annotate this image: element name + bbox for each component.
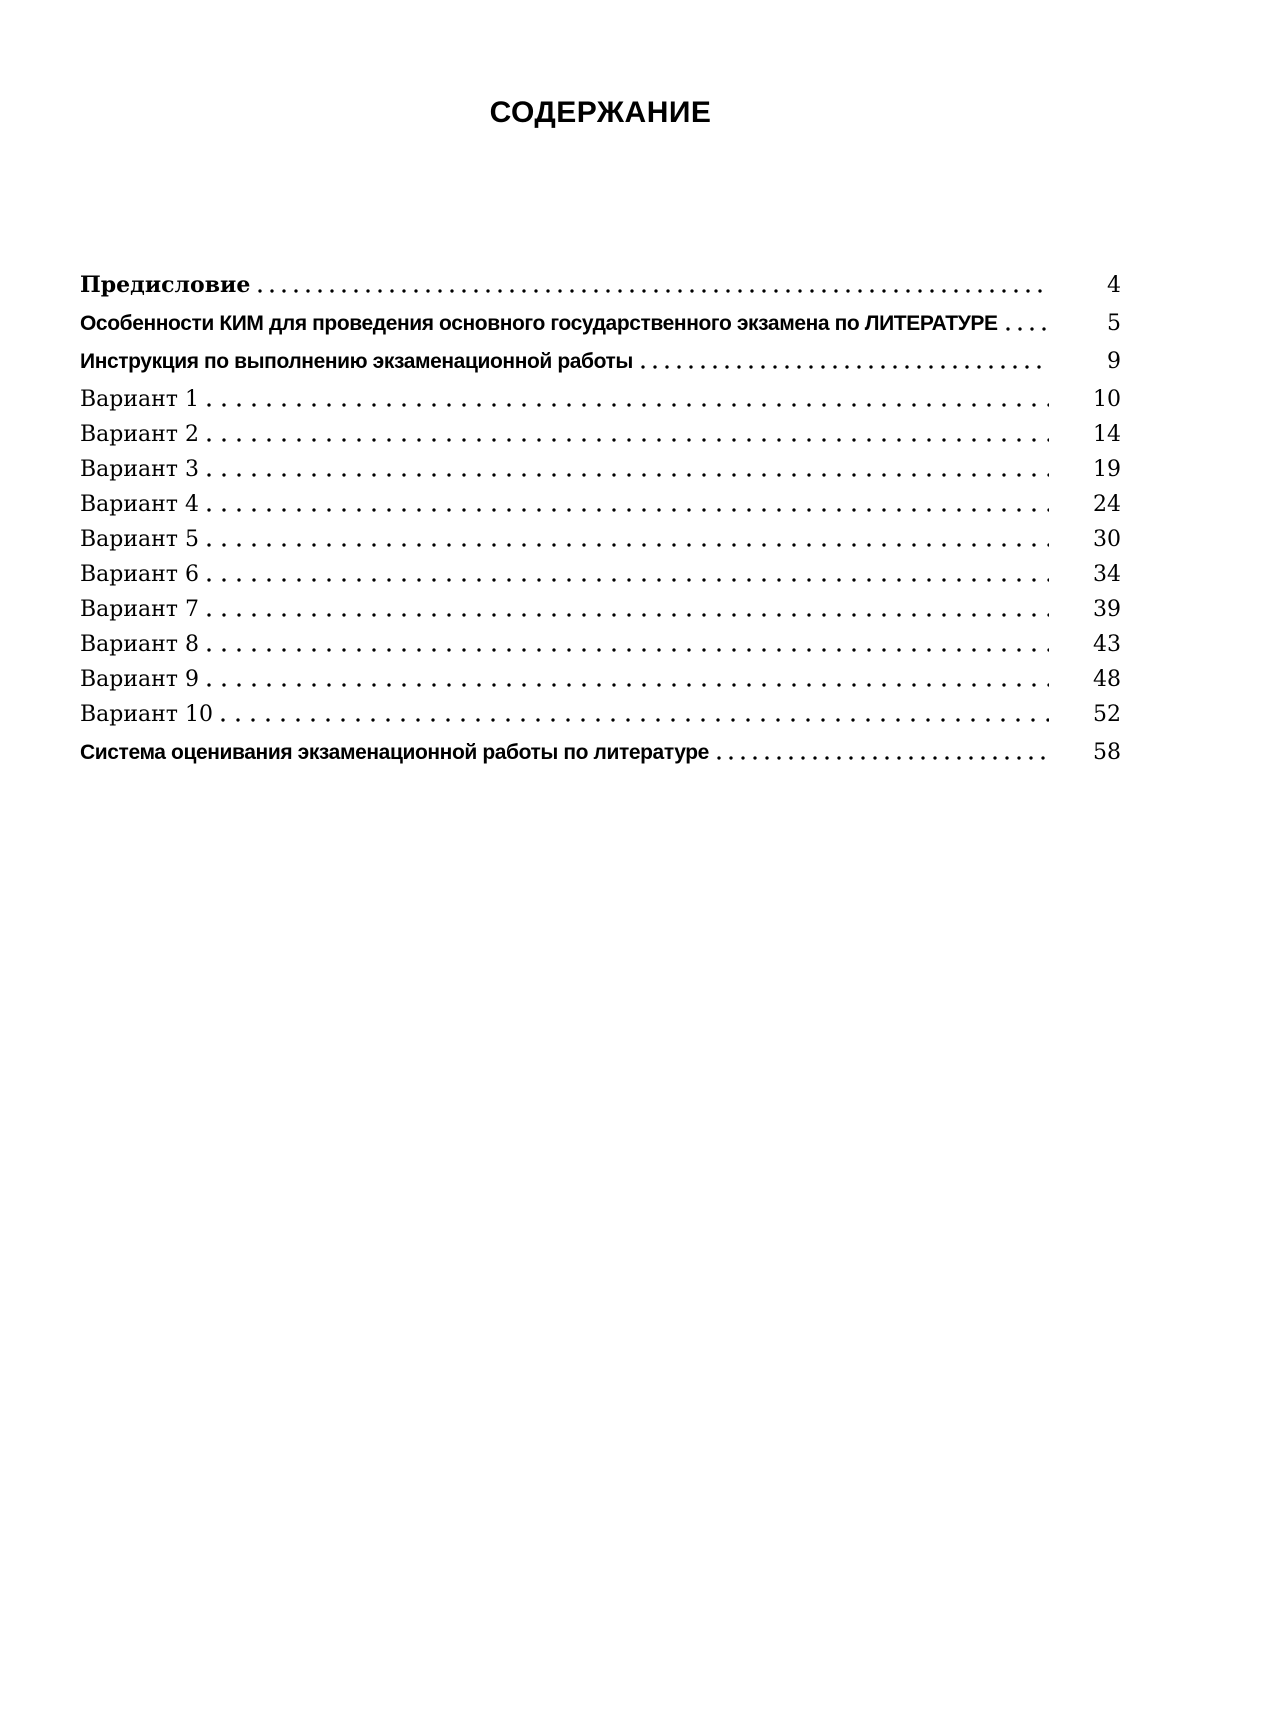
toc-entry-label: Вариант 3 <box>80 457 199 482</box>
toc-entry <box>80 305 1121 340</box>
toc-entry-label: Вариант 5 <box>80 527 199 552</box>
toc-entry-label: Вариант 6 <box>80 562 199 587</box>
toc-entry-page-number: 58 <box>1093 740 1121 765</box>
toc-entry-page-number: 5 <box>1107 311 1121 336</box>
toc-entry-page-number: 30 <box>1093 527 1121 552</box>
toc-list <box>80 267 1121 769</box>
toc-entry-page-number: 9 <box>1107 349 1121 374</box>
dot-leader <box>207 543 1049 547</box>
dot-leader <box>207 578 1049 582</box>
dot-leader <box>207 473 1049 477</box>
toc-entry-label: Вариант 1 <box>80 387 199 412</box>
toc-entry <box>80 591 1121 626</box>
dot-leader <box>641 365 1049 369</box>
dot-leader <box>717 756 1049 760</box>
toc-entry-label: Предисловие <box>80 272 251 298</box>
toc-entry-label: Вариант 4 <box>80 492 199 517</box>
toc-entry <box>80 556 1121 591</box>
toc-entry <box>80 381 1121 416</box>
dot-leader <box>207 508 1049 512</box>
toc-entry-label: Вариант 9 <box>80 667 199 692</box>
toc-entry-page-number: 43 <box>1093 632 1121 657</box>
toc-entry-label: Инструкция по выполнению экзаменационной работы <box>80 350 633 373</box>
dot-leader <box>221 718 1049 722</box>
toc-entry <box>80 626 1121 661</box>
toc-entry-page-number: 39 <box>1093 597 1121 622</box>
toc-entry <box>80 661 1121 696</box>
toc-entry-page-number: 10 <box>1093 387 1121 412</box>
dot-leader <box>207 683 1049 687</box>
toc-entry <box>80 416 1121 451</box>
toc-entry-page-number: 52 <box>1093 702 1121 727</box>
toc-entry-page-number: 19 <box>1093 457 1121 482</box>
toc-entry <box>80 451 1121 486</box>
toc-entry <box>80 734 1121 769</box>
dot-leader <box>207 613 1049 617</box>
dot-leader <box>1006 327 1049 331</box>
dot-leader <box>207 438 1049 442</box>
toc-entry <box>80 521 1121 556</box>
toc-entry <box>80 696 1121 731</box>
page-title: СОДЕРЖАНИЕ <box>489 96 712 129</box>
toc-entry-page-number: 14 <box>1093 422 1121 447</box>
dot-leader <box>207 648 1049 652</box>
toc-entry <box>80 267 1121 302</box>
toc-entry-label: Система оценивания экзаменационной работы по литературе <box>80 741 709 764</box>
toc-entry-label: Вариант 10 <box>80 702 213 727</box>
toc-entry-page-number: 24 <box>1093 492 1121 517</box>
toc-entry-page-number: 4 <box>1107 273 1121 298</box>
toc-entry-label: Особенности КИМ для проведения основного государственного экзамена по ЛИТЕРАТУРЕ <box>80 312 998 335</box>
toc-entry-label: Вариант 2 <box>80 422 199 447</box>
toc-entry-page-number: 34 <box>1093 562 1121 587</box>
dot-leader <box>207 403 1049 407</box>
toc-entry-label: Вариант 8 <box>80 632 199 657</box>
toc-entry <box>80 486 1121 521</box>
toc-entry <box>80 343 1121 378</box>
dot-leader <box>258 289 1049 293</box>
toc-entry-label: Вариант 7 <box>80 597 199 622</box>
toc-entry-page-number: 48 <box>1093 667 1121 692</box>
